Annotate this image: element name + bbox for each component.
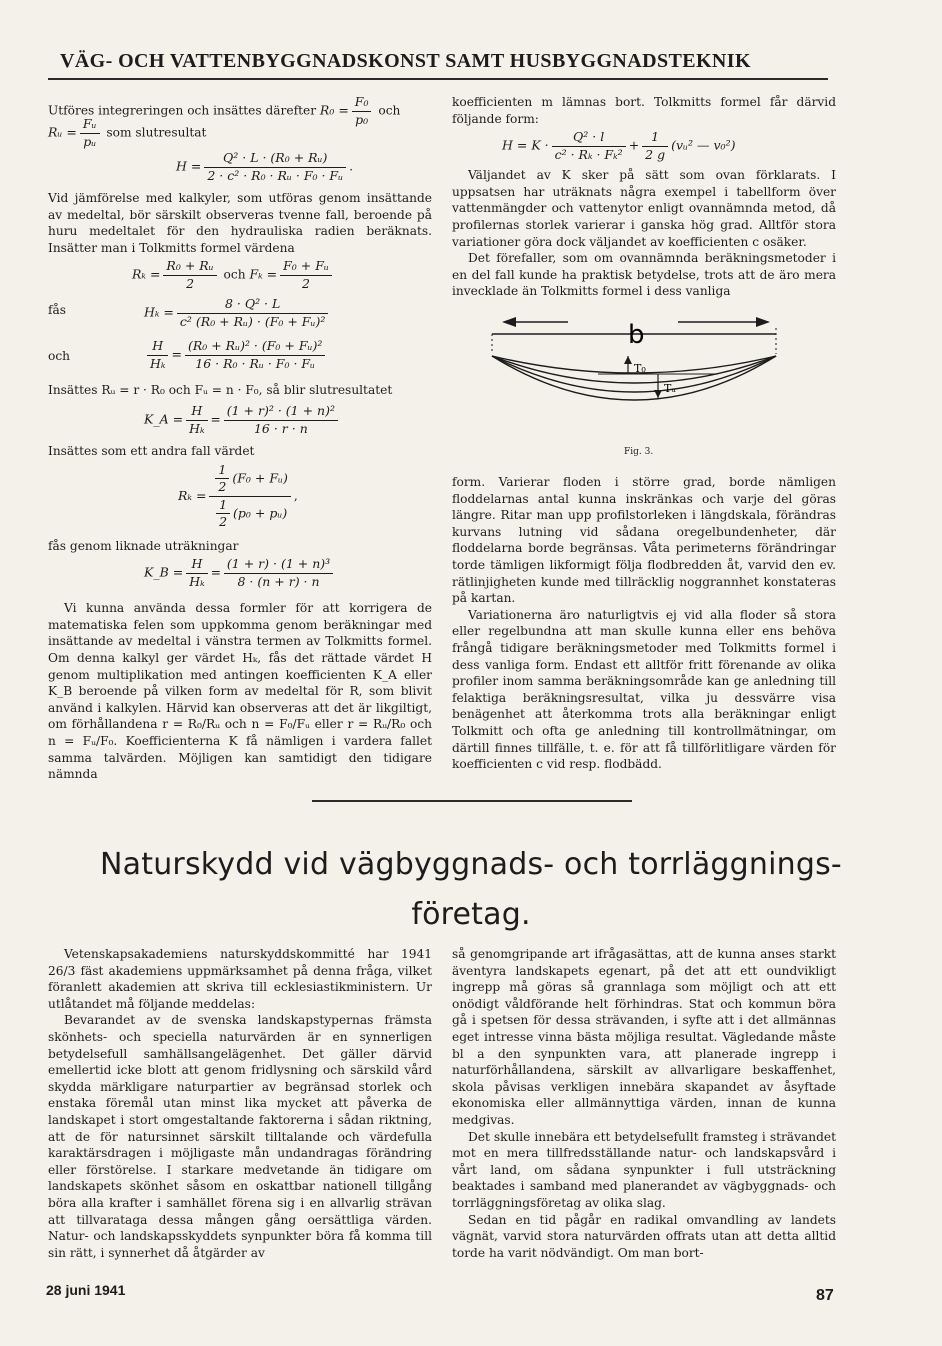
article-title [40, 840, 902, 940]
ru-line: Rᵤ = $\frac{\text{Fᵤ}}{\text{pᵤ}}$ som slutresultat [48, 116, 207, 149]
right-para-4: form. Varierar floden i större grad, borde nämligen floddelarnas antal kunna inskränkas och varje del göras längre. Ritar man upp profilstorleken i längdskala, förändras kurvans lutning vid sådana oregelbundenheter, där floddelarna borde begränsas. Våta perimeterns förändringar torde tämligen likformigt följa flodbredden åt, varvid den ev. rätlinjigheten kunde med tillräcklig noggrannhet konstateras på kartan. [452, 475, 836, 606]
label-Tu: Tᵤ [664, 382, 676, 395]
right-para-1: koefficienten m lämnas bort. Tolkmitts formel får därvid följande form: [452, 95, 836, 126]
figure-3 [478, 310, 808, 460]
article-left-column [48, 946, 432, 1261]
left-para-1: Vid jämförelse med kalkyler, som utföras genom insättande av medeltal, bör särskilt observeras tvenne fall, beroende på huru medeltalet för den hydrauliska radien beräknats. Insätter man i Tolkmitts formel värdena [48, 191, 432, 255]
article-right-para-1: så genomgripande art ifrågasättas, att de kunna anses starkt äventyra landskapets egenart, på det att ett oundvikligt ingrepp må göras så grannlaga som möjligt och att ett onödigt våldförande helt förhindras. Stat och kommun böra gå i spetsen för dessa strävanden, i syfte att i det allmännas eget intresse vinna bästa möjliga resultat. Vägledande måste bl a den synpunkten vara, att planerade ingrepp i naturförhållandena, särskilt av allvarligare beskaffenhet, skola påvisas verkligen innebära skapandet av åsyftade ekonomiska eller allmännyttiga värden, innan de kunna medgivas. [452, 947, 836, 1127]
arrow-up-icon [624, 356, 632, 364]
article-right-column [452, 946, 836, 1261]
formula-KA: K_A = $\frac{H}{\text{Hₖ}}$ = $\frac{\text{(1 + r)² · (1 + n)²}}{16 \cdot r \cdot n}$ [48, 403, 432, 443]
article-right-para-2: Det skulle innebära ett betydelsefullt framsteg i strävandet mot en mera tillfredsställande natur- och landskapsvård i vårt land, om sådana synpunkter i full utsträckning beaktades i samband med planerandet av vägbyggnads- och torrläggningsföretag av olika slag. [452, 1129, 836, 1210]
arrow-left-icon [502, 317, 516, 327]
intro-line: Utföres integreringen och insättes därefter R₀ = $\frac{\text{F₀}}{\text{p₀}}$ och [48, 94, 401, 127]
river-profile-diagram [478, 310, 808, 460]
section-header: VÄG- OCH VATTENBYGGNADSKONST SAMT HUSBYGGNADSTEKNIK [60, 50, 751, 72]
right-para-2: Väljandet av K sker på sätt som ovan förklarats. I uppsatsen har uträknats några exempel i tabellform över vattenmängder och vattenytor enligt ovannämnda metod, då profilernas storlek varierar i ganska hög grad. Alltför stora variationer göra dock väljandet av koefficienten c osäker. [452, 168, 836, 249]
footer-date: 28 juni 1941 [46, 1282, 126, 1298]
section-divider [312, 800, 632, 802]
right-para-3: Det förefaller, som om ovannämnda beräkningsmetoder i en del fall kunde ha praktisk betydelse, trots att de äro mera invecklade än Tolkmitts formel i dess vanliga [452, 251, 836, 299]
arrow-down-icon [654, 390, 662, 398]
formula-H: H = $\frac{\text{Q² · L · (R₀ + Rᵤ)}}{\text{2 · c² · R₀ · Rᵤ · F₀ · Fᵤ}}$ . [176, 150, 353, 183]
article-title-line-1: Naturskydd vid vägbyggnads- och torrläggnings- [100, 847, 842, 882]
label-To: T₀ [634, 362, 646, 375]
formula-KB: K_B = $\frac{H}{\text{Hₖ}}$ = $\frac{\text{(1 + r) · (1 + n)³}}{8 \cdot (n + r) \cdot n}$ [48, 556, 432, 600]
formula-Hk: fås Hₖ = $\frac{\text{8 · Q² · L}}{\text{c² (R₀ + Rᵤ) · (F₀ + Fᵤ)²}}$ [48, 296, 432, 338]
formula-H-tolkmitt: H = K · $\frac{\text{Q² · l}}{\text{c² · Rₖ · Fₖ²}}$ + $\frac{1}{2 g}$ (vᵤ² — v₀²) [502, 129, 736, 162]
article-left-para-1: Vetenskapsakademiens naturskyddskommitté har 1941 26/3 fäst akademiens uppmärksamhet på denna fråga, vilket föranlett akademien att skriva till ecklesiastikministern. Ur utlåtandet må följande meddelas: [48, 947, 432, 1011]
article-title-line-2: företag. [411, 897, 531, 932]
page-number: 87 [816, 1287, 834, 1304]
article-right-para-3: Sedan en tid pågår en radikal omvandling av landets vägnät, varvid stora naturvärden offrats utan att detta alltid torde ha varit nödvändigt. Om man bort- [452, 1212, 836, 1260]
right-column-top [452, 94, 836, 300]
formula-Rk2: Rₖ = $\frac{1}{2}$ (F₀ + Fᵤ) $\frac{1}{2}$ (p₀ + pᵤ) , [178, 461, 298, 530]
arrow-right-icon [756, 317, 770, 327]
figure-caption: Fig. 3. [624, 447, 654, 457]
formula-Rk-Fk: Rₖ = $\frac{\text{R₀ + Rᵤ}}{2}$ och Fₖ = $\frac{\text{F₀ + Fᵤ}}{2}$ [48, 258, 432, 296]
insattes-line-2: Insättes som ett andra fall värdet [48, 443, 255, 458]
insattes-line-1: Insättes Rᵤ = r · R₀ och Fᵤ = n · F₀, så blir slutresultatet [48, 383, 393, 398]
right-para-5: Variationerna äro naturligtvis ej vid alla floder så stora eller regelbundna att man skulle kunna eller ens behöva frångå tidigare beräkningsmetoder med Tolkmitts formel i dess vanliga form. Endast ett alltför fritt förenande av olika profiler inom samma beräkningsområde kan ge anledning till felaktiga beräkningsresultat, vilka ju dessvärre visa benägenhet att återkomma trots alla beräkningar enligt Tolkmitt och ofta ge anledning till kontrollmätningar, om därtill finnes tillfälle, t. e. för att få tillförlitligare värden för koefficienten c vid resp. flodbädd. [452, 607, 836, 772]
right-column-mid [452, 474, 836, 773]
article-left-para-2: Bevarandet av de svenska landskapstypernas främsta skönhets- och speciella naturvärden är en synnerligen betydelsefull samhällsangelägenhet. Det gäller därvid emellertid icke blott att genom fridlysning och särskild vård skydda märkligare naturpartier av begränsad storlek och enstaka föremål utan minst lika mycket att påverka de landskapet i stort omgestaltande faktorerna i sådan riktning, att de för natursinnet särskilt tilltalande och värdefulla karaktärsdragen i möjligaste mån undandragas förändring eller förstörelse. I starkare medvetande än tidigare om landskapets skönhet såsom en oskattbar nationell tillgång böra alla krafter i samhället förena sig i en allvarlig strävan att tillvaratagа dessa mången gång oersättliga värden. Natur- och landskapsskyddets synpunkter böra få komma till sin rätt, i synnerhet då åtgärder av [48, 1013, 432, 1260]
left-column-top [48, 94, 432, 783]
label-b: b [628, 320, 645, 350]
formula-ratio: och $\frac{H}{\text{Hₖ}}$ = $\frac{\text{(R₀ + Rᵤ)² · (F₀ + Fᵤ)²}}{\text{16 · R₀ · Rᵤ · F₀ · Fᵤ}}$ [48, 338, 432, 382]
header-rule [48, 78, 828, 80]
left-para-2: Vi kunna använda dessa formler för att korrigera de matematiska felen som uppkomma genom beräkningar med insättande av medeltal i vänstra termen av Tolkmitts formel. Om denna kalkyl ger värdet Hₖ, fås det rättade värdet H genom multiplikation med antingen koefficienten K_A eller K_B beroende på vilken form av medeltal för R, som blivit använd i kalkylen. Härvid kan observeras att det är likgiltigt, om förhållandena r = R₀/Rᵤ och n = F₀/Fᵤ eller r = Rᵤ/R₀ och n = Fᵤ/F₀. Koefficienterna K få nämligen i vardera fallet samma talvärden. Möjligen kan samtidigt den tidigare nämnda [48, 601, 432, 782]
fas-line-2: fås genom liknade uträkningar [48, 538, 239, 553]
